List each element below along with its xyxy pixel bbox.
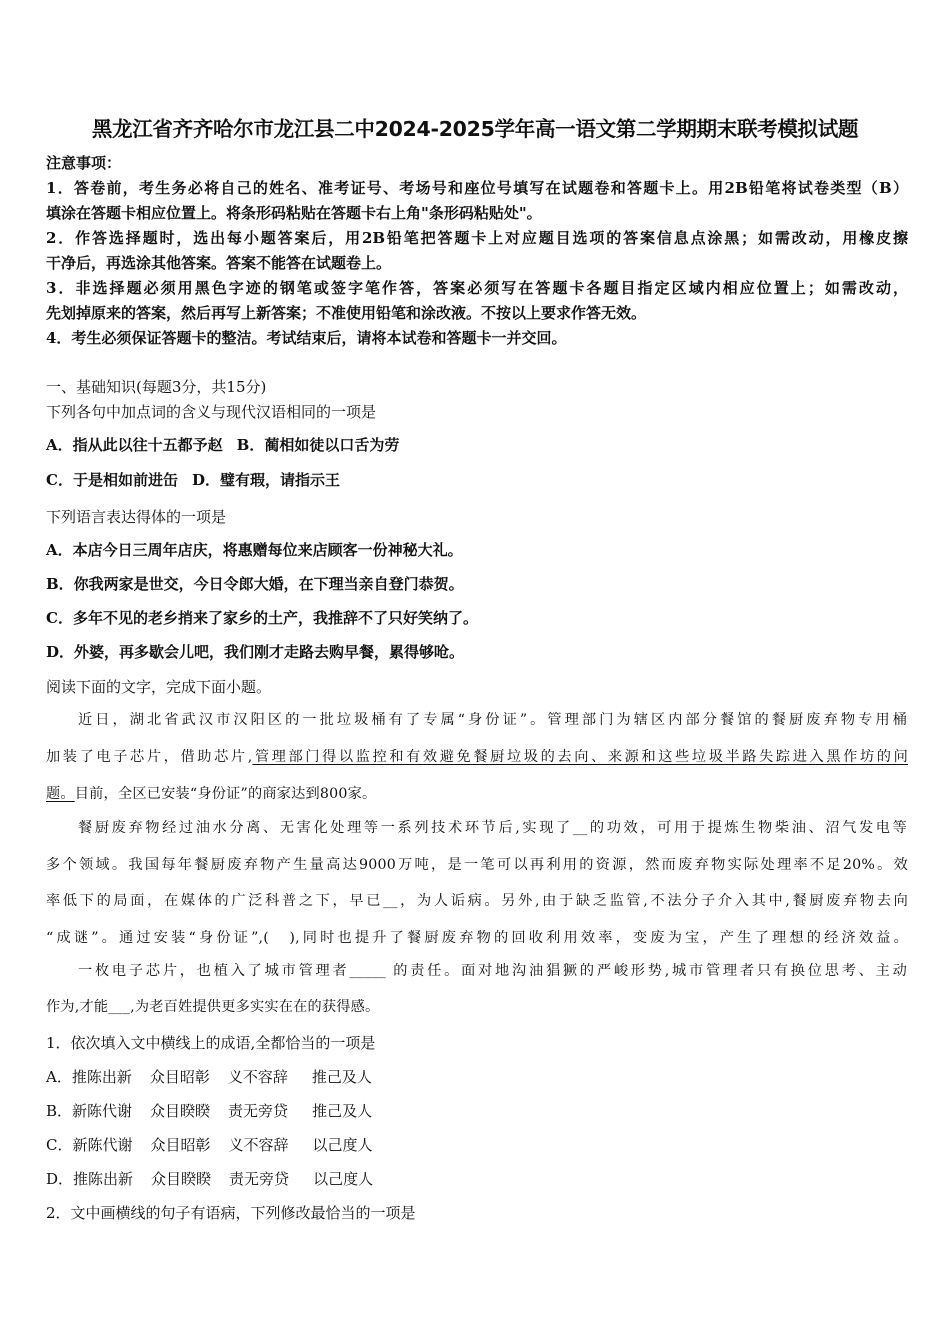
fill-option-c-2: 众目昭彰 <box>150 1136 211 1154</box>
fill-option-a-1: A．推陈出新 <box>46 1068 132 1086</box>
fill-option-c-3: 义不容辞 <box>228 1136 289 1154</box>
fill-option-a <box>46 1067 908 1087</box>
notice-item-2-line-1: 2．作答选择题时，选出每小题答案后，用2B铅笔把答题卡上对应题目选项的答案信息点涂黑；如需改动，用橡皮擦 <box>46 229 908 247</box>
q1-options-row-2 <box>46 470 908 490</box>
fill-option-d-2: 众目睽睽 <box>151 1170 212 1188</box>
notice-item-4: 4．考生必须保证答题卡的整洁。考试结束后，请将本试卷和答题卡一并交回。 <box>46 329 567 347</box>
underlined-sentence-part-2: 题。 <box>46 786 75 802</box>
q1-option-b: B．蔺相如徒以口舌为劳 <box>236 436 400 454</box>
notice-item-1-line-2: 填涂在答题卡相应位置上。将条形码粘贴在答题卡右上角"条形码粘贴处"。 <box>46 204 542 222</box>
passage-p1-line-2 <box>46 747 908 767</box>
passage-p1-line-3-text: 目前，全区已安装“身份证”的商家达到800家。 <box>74 786 377 802</box>
q2-option-a: A．本店今日三周年店庆，将惠赠每位来店顾客一份神秘大礼。 <box>46 541 463 559</box>
q1-option-c: C．于是相如前进缶 <box>46 471 178 489</box>
fill-option-b-3: 责无旁贷 <box>228 1102 289 1120</box>
fill-option-b-2: 众目睽睽 <box>150 1102 211 1120</box>
fill-option-b-4: 推己及人 <box>312 1102 373 1120</box>
fill-option-a-4: 推己及人 <box>311 1068 372 1086</box>
fill-option-a-2: 众目昭彰 <box>149 1068 210 1086</box>
exam-title: 黑龙江省齐齐哈尔市龙江县二中2024-2025学年高一语文第二学期期末联考模拟试题 <box>91 117 859 141</box>
q1-options-row-1 <box>46 435 908 455</box>
passage-p1-line-1: 近日，湖北省武汉市汉阳区的一批垃圾桶有了专属“身份证”。管理部门为辖区内部分餐馆的餐厨废弃物专用桶 <box>78 712 907 728</box>
notice-item-2-line-2: 干净后，再选涂其他答案。答案不能答在试题卷上。 <box>46 254 392 272</box>
passage-p3-line-1: 一枚电子芯片，也植入了城市管理者_____ 的责任。面对地沟油猖獗的严峻形势,城市管理者只有换位思考、主动 <box>78 963 907 979</box>
fill-option-c <box>46 1135 908 1155</box>
q2-option-b: B．你我两家是世交，今日令郎大婚，在下理当亲自登门恭贺。 <box>46 575 464 593</box>
reading-intro: 阅读下面的文字，完成下面小题。 <box>46 678 272 696</box>
passage-p1-line-2-text: 加装了电子芯片，借助芯片, <box>46 749 253 765</box>
underlined-sentence-part-1: 管理部门得以监控和有效避免餐厨垃圾的去向、来源和这些垃圾半路失踪进入黑作坊的问 <box>252 749 908 765</box>
passage-p2-line-2: 多个领域。我国每年餐厨废弃物产生量高达9000万吨，是一笔可以再利用的资源，然而废弃物实际处理率不足20%。效 <box>46 857 908 873</box>
q2-option-c: C．多年不见的老乡捎来了家乡的土产，我推辞不了只好笑纳了。 <box>46 609 478 627</box>
passage-p1-line-3 <box>46 784 908 804</box>
notice-item-1-line-1: 1．答卷前，考生务必将自己的姓名、准考证号、考场号和座位号填写在试题卷和答题卡上。用2B铅笔将试卷类型（B） <box>46 179 908 197</box>
fill-option-c-4: 以己度人 <box>312 1136 373 1154</box>
q2-stem: 下列语言表达得体的一项是 <box>46 508 227 526</box>
q1-option-d: D．璧有瑕，请指示王 <box>191 471 340 489</box>
notice-item-3-line-1: 3．非选择题必须用黑色字迹的钢笔或签字笔作答，答案必须写在答题卡各题目指定区域内相应位置上；如需改动， <box>46 279 908 297</box>
fill-option-d-1: D．推陈出新 <box>46 1170 134 1188</box>
q1-option-a: A．指从此以往十五都予赵 <box>46 436 223 454</box>
fill-option-b <box>46 1101 908 1121</box>
revise-question-stem: 2．文中画横线的句子有语病，下列修改最恰当的一项是 <box>46 1204 416 1222</box>
passage-p2-line-1: 餐厨废弃物经过油水分离、无害化处理等一系列技术环节后,实现了__的功效，可用于提炼生物柴油、沼气发电等 <box>78 820 907 836</box>
passage-p3-line-2: 作为,才能___,为老百姓提供更多实实在在的获得感。 <box>46 999 380 1015</box>
passage-p2-line-3: 率低下的局面，在媒体的广泛科普之下，早已__，为人诟病。另外,由于缺乏监管,不法分子介入其中,餐厨废弃物去向 <box>46 893 908 909</box>
notice-heading: 注意事项： <box>46 154 122 172</box>
fill-option-d-4: 以己度人 <box>313 1170 374 1188</box>
notice-item-3-line-2: 先划掉原来的答案，然后再写上新答案；不准使用铅笔和涂改液。不按以上要求作答无效。 <box>46 304 647 322</box>
fill-option-d-3: 责无旁贷 <box>229 1170 290 1188</box>
fill-option-d <box>46 1169 908 1189</box>
fill-option-c-1: C．新陈代谢 <box>46 1136 133 1154</box>
section1-heading: 一、基础知识(每题3分，共15分) <box>46 378 267 396</box>
fill-option-a-3: 义不容辞 <box>227 1068 288 1086</box>
fill-option-b-1: B．新陈代谢 <box>46 1102 133 1120</box>
q1-stem: 下列各句中加点词的含义与现代汉语相同的一项是 <box>46 403 377 421</box>
q2-option-d: D．外婆，再多歇会儿吧，我们刚才走路去购早餐，累得够呛。 <box>46 643 465 661</box>
passage-p2-line-4: “成谜”。通过安装“身份证”,( ),同时也提升了餐厨废弃物的回收利用效率，变废为宝，产生了理想的经济效益。 <box>46 930 908 946</box>
fill-question-stem: 1．依次填入文中横线上的成语,全都恰当的一项是 <box>46 1034 376 1052</box>
